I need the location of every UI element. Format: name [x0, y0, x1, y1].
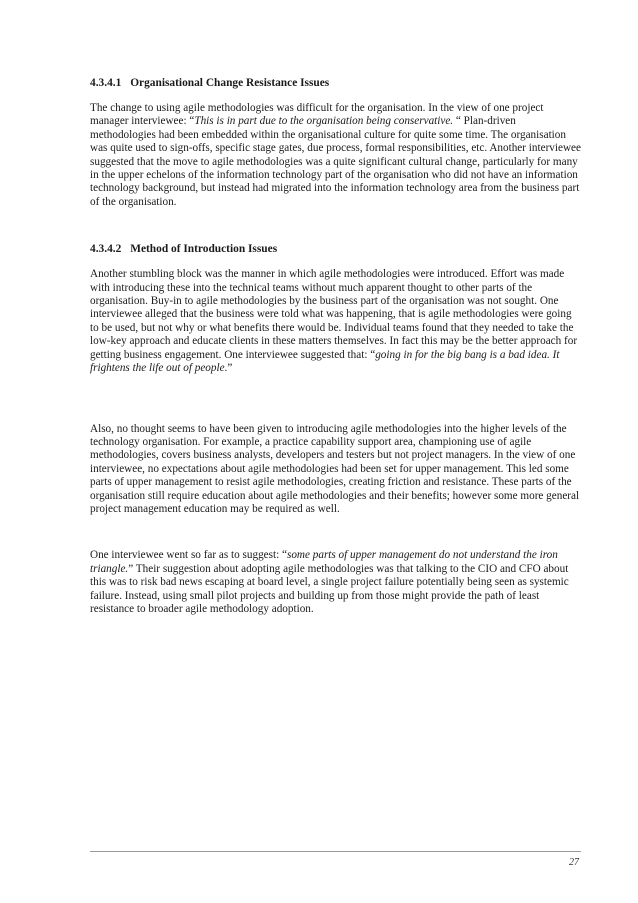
interviewee-quote: This is in part due to the organisation being conservative.	[194, 115, 454, 128]
paragraph-text: ” Their suggestion about adopting agile methodologies was that talking to the CIO and CFO about this was to risk bad news escaping at board level, a single project failure potentially being seen as systemic failure. Instead, using small pilot projects and building up from those might provide the path of least resistance to broader agile methodology adoption.	[90, 562, 569, 615]
section-title: Method of Introduction Issues	[130, 243, 278, 256]
paragraph-introduction-issues	[90, 268, 581, 375]
paragraph-text: The change to using agile methodologies was difficult for the organisation. In the view of one project manager interviewee: “	[90, 102, 544, 128]
section-number: 4.3.4.2	[90, 243, 122, 256]
section-heading-4-3-4-2	[90, 242, 581, 256]
section-number: 4.3.4.1	[90, 77, 122, 89]
paragraph-change-resistance	[90, 102, 581, 209]
paragraph-higher-levels: Also, no thought seems to have been given to introducing agile methodologies into the higher levels of the technology organisation. For example, a practice capability support area, championing use of agile methodologies, covers business analysts, developers and testers but not project managers. In the view of one interviewee, no expectations about agile methodologies had been set for upper management. This led some parts of upper management to resist agile methodologies, creating friction and resistance. These parts of the organisation still require education about agile methodologies and their benefits; however some more general project management education may be required as well.	[90, 422, 580, 515]
section-title: Organisational Change Resistance Issues	[130, 77, 330, 89]
interviewee-quote: going in for the big bang is a bad idea. It frightens the life out of people	[90, 348, 560, 375]
paragraph-iron-triangle	[90, 549, 581, 616]
paragraph-text: Another stumbling block was the manner in which agile methodologies were introduced. Effort was made with introducing these into the technical teams without much apparent thought to other parts of the organisation. Buy-in to agile methodologies by the business part of the organisation was not sought. One interviewee alleged that the business were told what was happening, that is agile methodologies were going to be used, but not why or what benefits there would be. Individual teams found that they needed to take the low-key approach and educate clients in these matters themselves. In fact this may be the better approach for getting business engagement. One interviewee suggested that: “	[90, 268, 578, 361]
page-number: 27	[569, 857, 579, 868]
page-content	[90, 76, 581, 616]
paragraph-text: One interviewee went so far as to suggest: “	[90, 549, 287, 562]
paragraph-text: .”	[224, 362, 233, 375]
footer-divider	[90, 851, 581, 852]
section-heading-4-3-4-1	[90, 76, 581, 90]
paragraph-text: “ Plan-driven methodologies had been embedded within the organisational culture for quite some time. The organisation was quite used to sign-offs, specific stage gates, due process, formal responsibilities, etc. Another interviewee suggested that the move to agile methodologies was a quite significant cultural change, particularly for many in the upper echelons of the information technology part of the organisation who did not have an information technology background, but instead had migrated into the information technology area from the business part of the organisation.	[90, 115, 581, 208]
interviewee-quote: some parts of upper management do not understand the iron triangle.	[90, 549, 558, 575]
